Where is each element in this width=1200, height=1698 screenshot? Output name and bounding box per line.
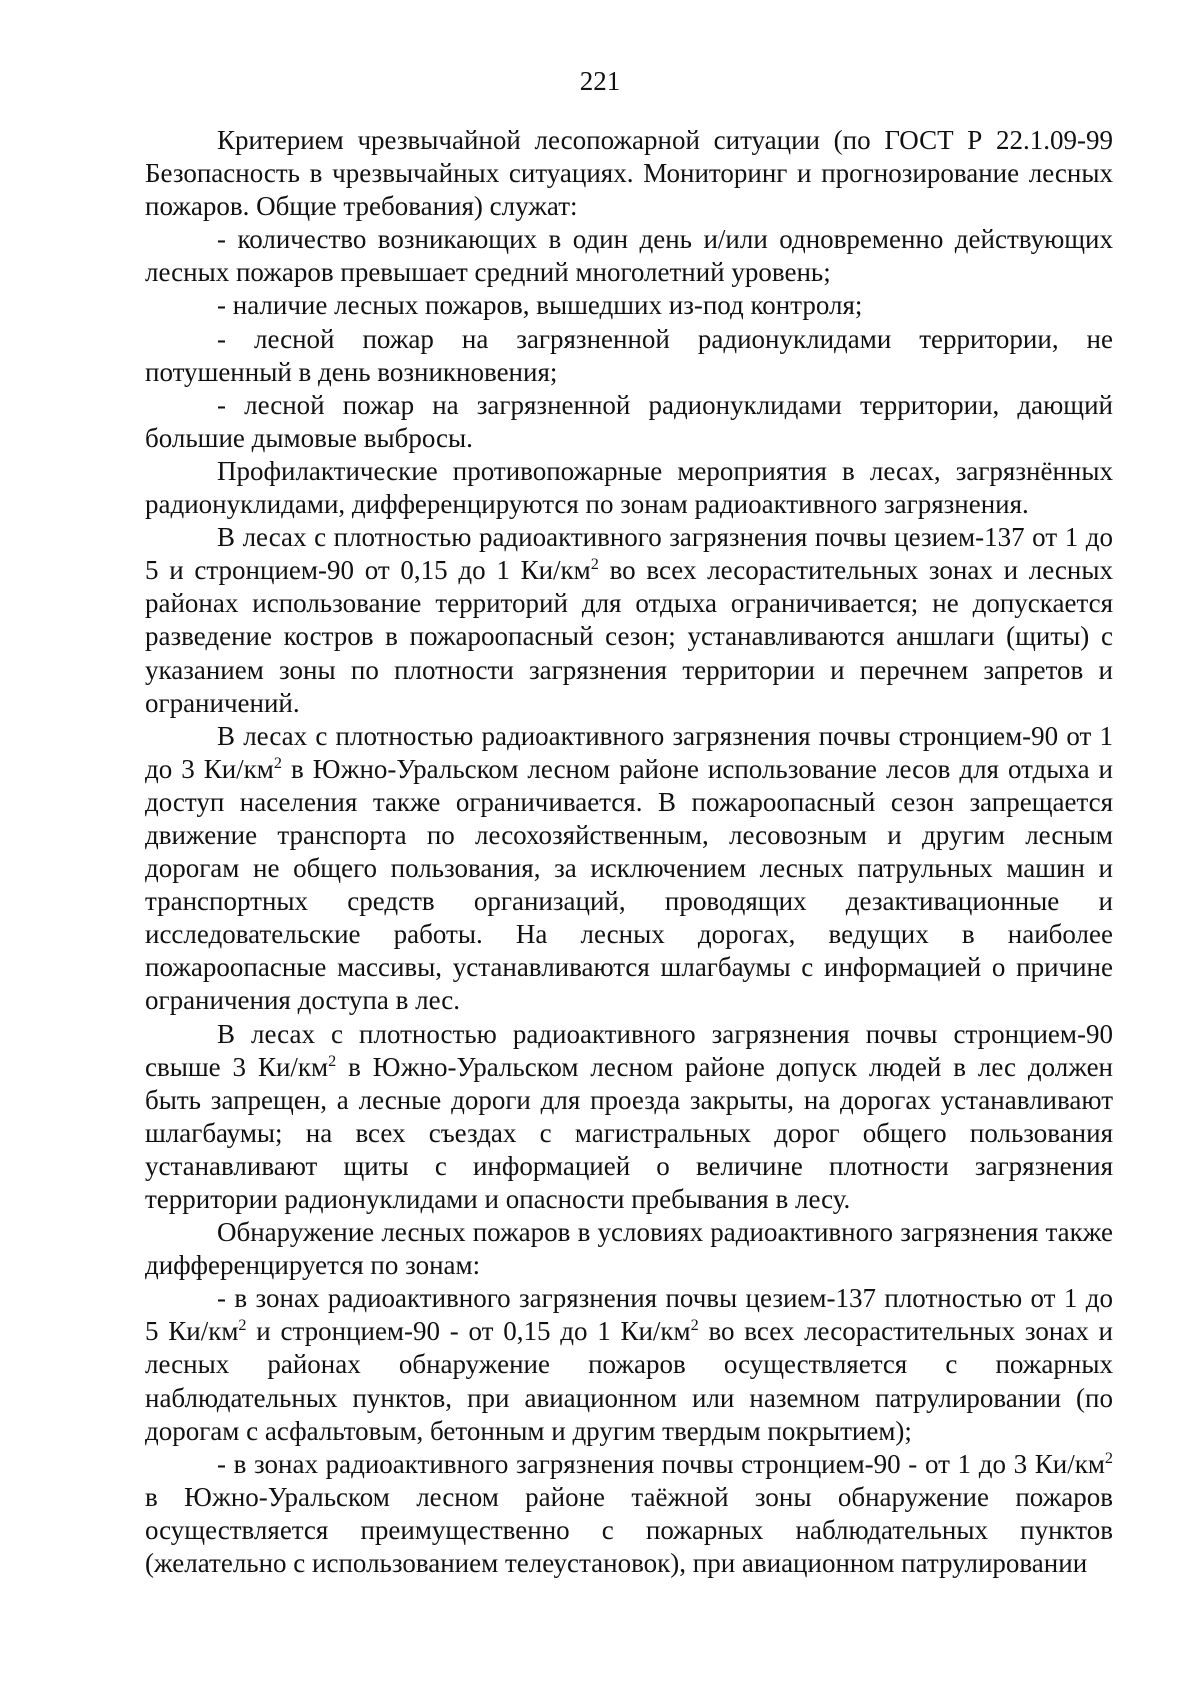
paragraph-text: во всех лесорастительных зонах и лесных районах обнаружение пожаров осуществляется с пожарных наблюдательных пунктов, при авиационном или наземном патрулировании (по дорогам с асфальтовым, бетонным и другим твердым покрытием); [145, 1316, 1113, 1446]
paragraph-text: - количество возникающих в один день и/или одновременно действующих лесных пожаров превышает средний многолетний уровень; [145, 224, 1113, 288]
paragraph [145, 1448, 1113, 1580]
paragraph [145, 1282, 1113, 1447]
paragraph-text: во всех лесорастительных зонах и лесных районах использование территорий для отдыха ограничивается; не допускается разведение костров в пожароопасный сезон; устанавливаются аншлаги (щиты) с указанием зоны по плотности загрязнения территории и перечнем запретов и ограничений. [145, 555, 1113, 718]
paragraph-text: - в зонах радиоактивного загрязнения почвы цезием-137 плотностью от 1 до 5 Ки/км [145, 1283, 1113, 1347]
paragraph [145, 323, 1113, 389]
paragraph [145, 124, 1113, 223]
superscript: 2 [590, 555, 599, 574]
paragraph [145, 720, 1113, 1018]
document-body [145, 124, 1113, 1580]
paragraph-text: В лесах с плотностью радиоактивного загрязнения почвы цезием-137 от 1 до 5 и стронцием-90 от 0,15 до 1 Ки/км [145, 522, 1113, 586]
superscript: 2 [1104, 1448, 1113, 1467]
paragraph [145, 521, 1113, 720]
paragraph-text: В лесах с плотностью радиоактивного загрязнения почвы стронцием-90 от 1 до 3 Ки/км [145, 720, 1113, 784]
paragraph [145, 389, 1113, 455]
paragraph-text: - лесной пожар на загрязненной радионуклидами территории, не потушенный в день возникновения; [145, 323, 1113, 387]
paragraph-text: в Южно-Уральском лесном районе таёжной зоны обнаружение пожаров осуществляется преимущественно с пожарных наблюдательных пунктов (желательно с использованием телеустановок), при авиационном патрулировании [145, 1481, 1113, 1579]
paragraph-text: - лесной пожар на загрязненной радионуклидами территории, дающий большие дымовые выбросы. [145, 389, 1113, 453]
paragraph-text: Профилактические противопожарные мероприятия в лесах, загрязнённых радионуклидами, дифференцируются по зонам радиоактивного загрязнения. [145, 455, 1113, 520]
paragraph-text: и стронцием-90 - от 0,15 до 1 Ки/км [246, 1316, 691, 1347]
paragraph-text: в Южно-Уральском лесном районе использование лесов для отдыха и доступ населения также ограничивается. В пожароопасный сезон запрещается движение транспорта по лесохозяйственным, лесовозным и другим лесным дорогам не общего пользования, за исключением лесных патрульных машин и транспортных средств организаций, проводящих дезактивационные и исследовательские работы. На лесных дорогах, ведущих в наиболее пожароопасные массивы, устанавливаются шлагбаумы с информацией о причине ограничения доступа в лес. [145, 753, 1114, 1016]
superscript: 2 [328, 1051, 337, 1070]
paragraph-text: в Южно-Уральском лесном районе допуск людей в лес должен быть запрещен, а лесные дороги для проезда закрыты, на дорогах устанавливают шлагбаумы; на всех съездах с магистральных дорог общего пользования устанавливают щиты с информацией о величине плотности загрязнения территории радионуклидами и опасности пребывания в лесу. [145, 1051, 1113, 1214]
paragraph [145, 1018, 1113, 1217]
paragraph-text: Обнаружение лесных пожаров в условиях радиоактивного загрязнения также дифференцируется по зонам: [145, 1217, 1113, 1281]
paragraph-text: Критерием чрезвычайной лесопожарной ситуации (по ГОСТ Р 22.1.09-99 Безопасность в чрезвычайных ситуациях. Мониторинг и прогнозирование лесных пожаров. Общие требования) служат: [145, 125, 1113, 222]
page-number: 221 [579, 66, 621, 96]
paragraph [145, 223, 1113, 289]
paragraph [145, 289, 1113, 322]
paragraph-text: - в зонах радиоактивного загрязнения почвы стронцием-90 - от 1 до 3 Ки/км [217, 1448, 1105, 1479]
superscript: 2 [238, 1316, 247, 1335]
superscript: 2 [273, 753, 282, 772]
superscript: 2 [690, 1316, 699, 1335]
paragraph-text: - наличие лесных пожаров, вышедших из-под контроля; [217, 290, 863, 321]
paragraph-text: В лесах с плотностью радиоактивного загрязнения почвы стронцием-90 свыше 3 Ки/км [145, 1018, 1113, 1082]
paragraph [145, 455, 1113, 521]
paragraph [145, 1216, 1113, 1282]
